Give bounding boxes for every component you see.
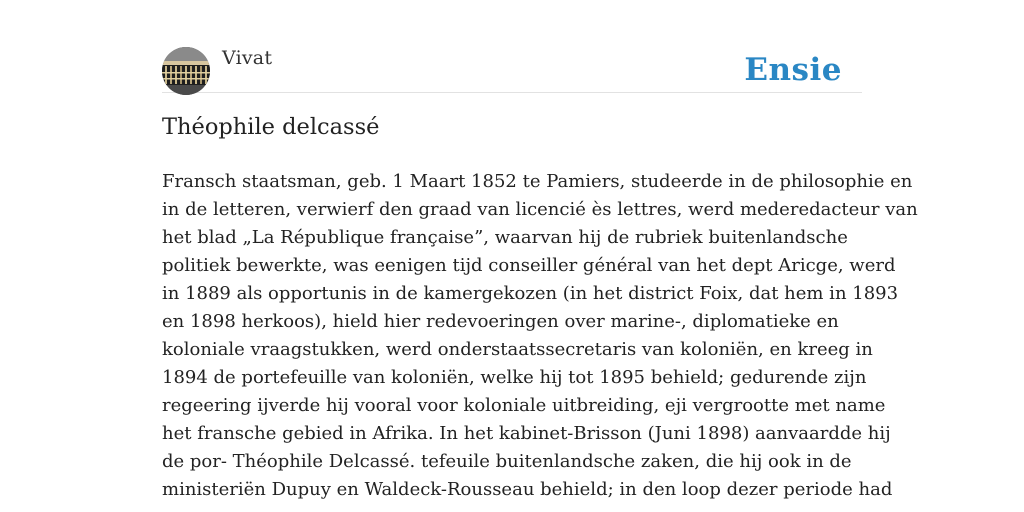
article-line: regeering ijverde hij vooral voor koloniale uitbreiding, eji vergrootte met name [162,395,886,416]
article-line: het blad „La République française”, waarvan hij de rubriek buitenlandsche [162,227,848,248]
article-line: de por- Théophile Delcassé. tefeuile buitenlandsche zaken, die hij ook in de [162,451,852,472]
article-line: in de letteren, verwierf den graad van licencié ès lettres, werd mederedacteur van [162,199,918,220]
article-line: 1894 de portefeuille van koloniën, welke hij tot 1895 behield; gedurende zijn [162,367,867,388]
brand-logo[interactable]: Ensie [744,52,842,88]
source-name[interactable]: Vivat [222,47,273,69]
book-spines-icon[interactable] [162,47,210,95]
article-body [162,168,918,504]
article-title: Théophile delcassé [162,114,380,140]
article-line: in 1889 als opportunis in de kamergekozen (in het district Foix, dat hem in 1893 [162,283,899,304]
article-line: en 1898 herkoos), hield hier redevoeringen over marine-, diplomatieke en [162,311,839,332]
article-line: het fransche gebied in Afrika. In het kabinet-Brisson (Juni 1898) aanvaardde hij [162,423,891,444]
article-line: Fransch staatsman, geb. 1 Maart 1852 te Pamiers, studeerde in de philosophie en [162,171,913,192]
article-line: koloniale vraagstukken, werd onderstaatssecretaris van koloniën, en kreeg in [162,339,873,360]
site-header [162,46,862,93]
article-line: ministeriën Dupuy en Waldeck-Rousseau behield; in den loop dezer periode had [162,479,893,500]
article-line: politiek bewerkte, was eenigen tijd conseiller général van het dept Aricge, werd [162,255,896,276]
